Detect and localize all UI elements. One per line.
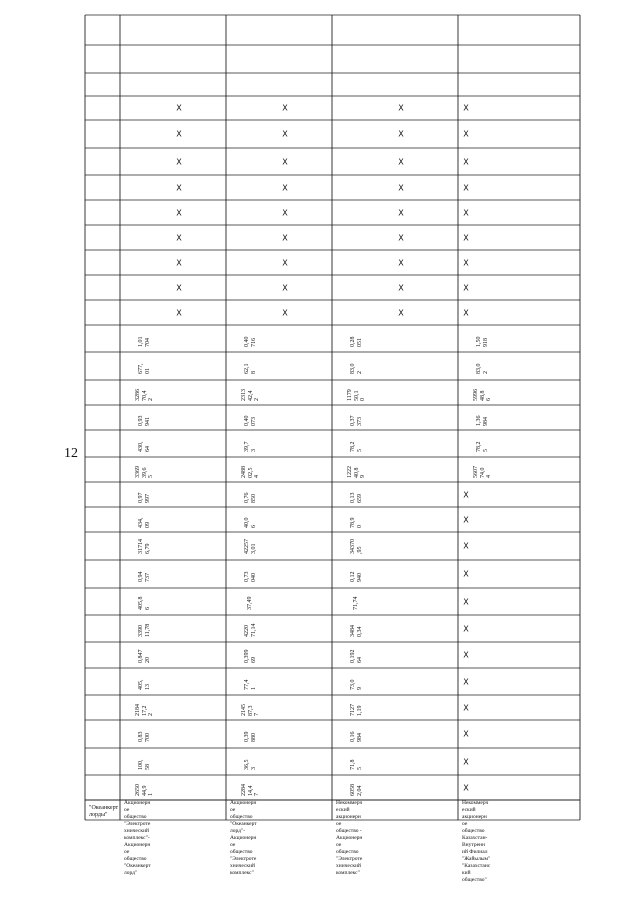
table-cell: 1,50 918 xyxy=(476,336,489,347)
table-cell: 6058 2,04 xyxy=(350,783,363,796)
table-cell: X xyxy=(176,208,182,217)
table-cell: 42257 3,01 xyxy=(244,539,257,554)
table-cell: X xyxy=(463,233,469,242)
table-cell: 83,0 2 xyxy=(476,363,489,374)
table-cell: X xyxy=(463,569,469,579)
table-cell: 0,192 64 xyxy=(350,649,363,663)
table-cell: X xyxy=(282,233,288,242)
table-cell: 39,7 3 xyxy=(244,441,257,452)
table-cell: X xyxy=(398,183,404,192)
table-cell: X xyxy=(463,308,469,317)
table-cell: X xyxy=(463,258,469,267)
table-cell: 2184 17,2 2 xyxy=(135,703,154,716)
table-cell: 0,12 940 xyxy=(350,571,363,582)
table-cell: X xyxy=(282,308,288,317)
table-cell: 36,5 3 xyxy=(244,759,257,770)
table-cell: 1222 40,8 9 xyxy=(347,465,366,478)
table-cell: 3369 39,6 5 xyxy=(135,465,154,478)
table-cell: X xyxy=(282,258,288,267)
table-cell: 0,13 659 xyxy=(350,492,363,503)
table-cell: 405,8 6 xyxy=(138,596,151,610)
table-cell: 434, 09 xyxy=(138,517,151,528)
table-cell: 0,39 880 xyxy=(244,731,257,742)
table-cell: 0,83 700 xyxy=(138,731,151,742)
row-group-label: Некоммерч еский акционерн ое общество Казахстан-Внутренн ий Филиал "Жайылым" "Казахстанс кий общество" xyxy=(462,800,491,883)
table-cell: X xyxy=(463,103,469,113)
table-cell: 100, 58 xyxy=(138,759,151,770)
table-cell: X xyxy=(176,308,182,317)
table-cell: X xyxy=(282,157,288,166)
table-cell: X xyxy=(463,541,469,551)
table-cell: 71,74 xyxy=(353,596,359,610)
table-cell: X xyxy=(282,283,288,292)
table-cell: X xyxy=(282,103,288,113)
table-cell: X xyxy=(176,183,182,192)
table-cell: X xyxy=(463,757,469,766)
table-cell: X xyxy=(463,515,469,524)
table-cell: 1179 50,1 0 xyxy=(347,388,366,401)
table-cell: X xyxy=(463,283,469,292)
table-cell: X xyxy=(176,283,182,292)
table-cell: 5607 74,0 4 xyxy=(473,465,492,478)
table-cell: 0,94 737 xyxy=(138,571,151,582)
table-cell: 405, 13 xyxy=(138,679,151,690)
table-cell: X xyxy=(463,729,469,739)
table-cell: 2488 02,5 4 xyxy=(241,465,260,478)
table-cell: 77,4 1 xyxy=(244,679,257,690)
table-cell: 0,28 051 xyxy=(350,336,363,347)
table-cell: X xyxy=(398,157,404,166)
table-cell: 37,49 xyxy=(247,596,253,610)
table-cell: X xyxy=(398,283,404,292)
table-cell: 78,2 5 xyxy=(476,441,489,452)
table-cell: 0,76 850 xyxy=(244,492,257,503)
table-cell: 3390 11,78 xyxy=(138,623,151,637)
table-cell: 0,40 716 xyxy=(244,336,257,347)
table-cell: X xyxy=(398,233,404,242)
row-group-label: Некоммерч еский акционерн ое общество - Акционерн ое общество "Электроте хнический комплекс" xyxy=(336,800,363,876)
table-cell: 0,16 984 xyxy=(350,731,363,742)
table-cell: 0,93 941 xyxy=(138,415,151,426)
table-cell: 4220 71,14 xyxy=(244,623,257,637)
row-group-label: Акционерн ое общество "Электроте хнический комплекс"- Акционерн ое общество "Океанкерт лорд" xyxy=(124,800,151,876)
table-cell: X xyxy=(282,208,288,217)
table-cell: X xyxy=(176,103,182,113)
table-cell: X xyxy=(463,208,469,217)
table-cell: X xyxy=(463,624,469,633)
table-cell: 0,847 20 xyxy=(138,649,151,663)
table-cell: 78,9 0 xyxy=(350,517,363,528)
table-cell: X xyxy=(463,650,469,660)
table-cell: X xyxy=(463,129,469,139)
table-cell: 0,40 073 xyxy=(244,415,257,426)
table-cell: 7127 1,19 xyxy=(350,703,363,716)
table-cell: 31714 6,79 xyxy=(138,539,151,554)
table-cell: 0,97 997 xyxy=(138,492,151,503)
table-cell: 1,36 984 xyxy=(476,415,489,426)
table-cell: 73,0 9 xyxy=(350,679,363,690)
table-cell: X xyxy=(398,103,404,113)
table-cell: X xyxy=(463,183,469,192)
table-cell: 83,0 2 xyxy=(350,363,363,374)
table-cell: 677, 01 xyxy=(138,363,151,374)
table-cell: X xyxy=(463,703,469,712)
table-cell: 78,2 5 xyxy=(350,441,363,452)
table-cell: 3286 70,4 2 xyxy=(135,388,154,401)
table-cell: 2650 44,9 1 xyxy=(135,783,154,796)
table-cell: X xyxy=(398,258,404,267)
table-cell: X xyxy=(463,490,469,499)
table-cell: X xyxy=(176,233,182,242)
row-group-label: Акционерн ое общество "Океанкерт лорд"- Акционерн ое общество "Электроте хнический комплекс" xyxy=(230,800,257,876)
table-cell: X xyxy=(282,183,288,192)
table-cell: 2145 87,3 7 xyxy=(241,703,260,716)
table-cell: 34370 ,95 xyxy=(350,539,363,554)
table-cell: 62,1 8 xyxy=(244,363,257,374)
table-cell: 0,399 69 xyxy=(244,649,257,663)
table-cell: X xyxy=(398,208,404,217)
table-cell: 430, 64 xyxy=(138,441,151,452)
table-cell: X xyxy=(398,308,404,317)
table-cell: 1,01 704 xyxy=(138,336,151,347)
table-cell: X xyxy=(398,129,404,139)
page-number: 12 xyxy=(64,446,78,461)
table-cell: X xyxy=(176,129,182,139)
table-cell: 5996 48,8 6 xyxy=(473,388,492,401)
table-cell: X xyxy=(463,677,469,686)
table-cell: X xyxy=(176,157,182,166)
table-cell: 0,37 373 xyxy=(350,415,363,426)
table-cell: X xyxy=(463,783,469,792)
table-cell: 71,8 5 xyxy=(350,759,363,770)
table-cell: X xyxy=(463,157,469,166)
table-cell: X xyxy=(176,258,182,267)
table-cell: 0,73 040 xyxy=(244,571,257,582)
table-cell: X xyxy=(463,597,469,606)
table-cell: 40,0 6 xyxy=(244,517,257,528)
table-header-label: "Океанкерт лорды" xyxy=(89,805,119,818)
table-cell: X xyxy=(282,129,288,139)
table-cell: 2284 14,4 7 xyxy=(241,783,260,796)
table-cell: 3484 0,34 xyxy=(350,624,363,637)
table-cell: 2313 42,4 2 xyxy=(241,388,260,401)
